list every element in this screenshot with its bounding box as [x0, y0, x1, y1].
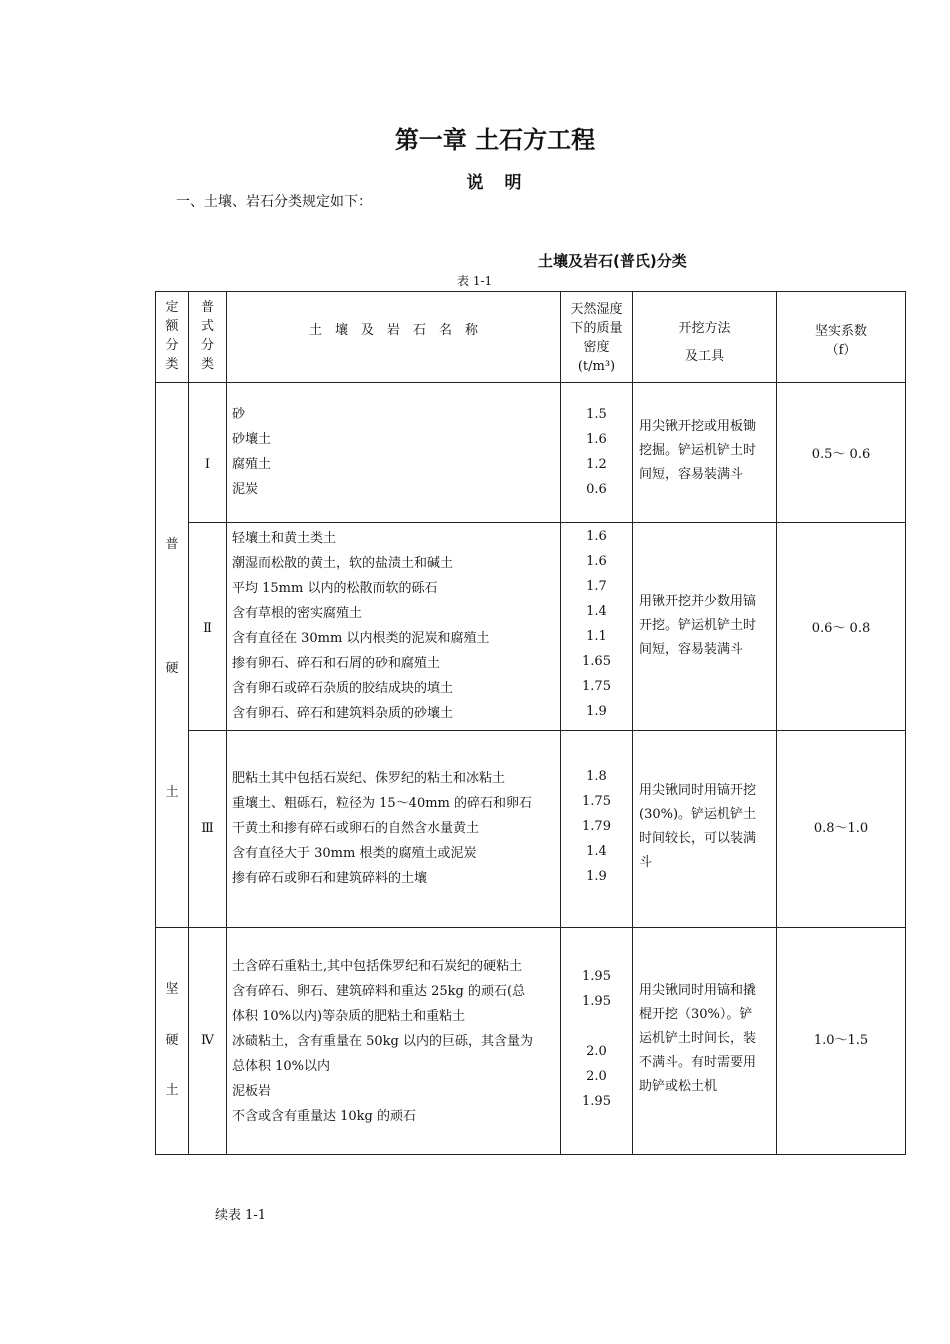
header-line: 下的质量: [570, 321, 623, 336]
group-ordinary-char-2: 硬: [165, 661, 179, 676]
group-ordinary-char-1: 普: [165, 537, 179, 552]
method-line: 用尖锹开挖或用板锄: [639, 419, 757, 434]
table-title: 土壤及岩石(普氏)分类: [538, 252, 687, 270]
soil-name: 潮湿而松散的黄土，软的盐渍土和碱土: [232, 556, 454, 571]
density-value: 1.95: [582, 1094, 611, 1109]
header-char: 式: [200, 319, 214, 334]
method-line: 棍开挖（30%）。铲: [639, 1007, 753, 1022]
method-line: 用尖锹同时用镐和撬: [639, 983, 757, 998]
density-value: 1.8: [586, 769, 607, 784]
header-line: （f）: [825, 343, 857, 358]
density-value: 1.4: [586, 604, 607, 619]
method-line: 挖掘。铲运机铲土时: [639, 443, 757, 458]
header-char: 分: [200, 338, 214, 353]
density-value: 1.1: [586, 629, 607, 644]
soil-name: 含有碎石、卵石、建筑碎料和重达 25kg 的顽石(总: [232, 984, 526, 999]
density-cell: [561, 964, 632, 1114]
method-cell: [633, 590, 776, 662]
density-value: 1.65: [582, 654, 611, 669]
density-value: 1.6: [586, 554, 607, 569]
header-char: 普: [200, 300, 214, 315]
group-hard-char-3: 土: [165, 1083, 179, 1098]
soil-name: 干黄土和掺有碎石或卵石的自然含水量黄土: [232, 821, 480, 836]
method-line: 间短，容易装满斗: [639, 642, 744, 657]
soil-name: 腐殖土: [232, 457, 272, 472]
class-cell: Ⅲ: [201, 821, 214, 836]
density-value: 1.7: [586, 579, 607, 594]
density-value: [561, 1014, 632, 1039]
density-value: 1.5: [586, 407, 607, 422]
header-line: 开挖方法: [678, 321, 731, 336]
header-char: 定: [165, 300, 179, 315]
soil-name: 掺有碎石或卵石和建筑碎料的土壤: [232, 871, 428, 886]
section-title: 说 明: [466, 173, 524, 193]
density-value: 1.95: [582, 994, 611, 1009]
density-cell: [561, 402, 632, 502]
method-line: 斗: [639, 855, 653, 870]
soil-name: 含有直径在 30mm 以内根类的泥炭和腐殖土: [232, 631, 490, 646]
group-hard-char-1: 坚: [165, 982, 179, 997]
density-value: 1.95: [582, 969, 611, 984]
method-line: 不满斗。有时需要用: [639, 1055, 757, 1070]
method-line: 用尖锹同时用镐开挖: [639, 783, 757, 798]
density-value: 1.75: [582, 679, 611, 694]
soil-name: 不含或含有重量达 10kg 的顽石: [232, 1109, 417, 1124]
method-cell: [633, 415, 776, 487]
soil-name: 含有直径大于 30mm 根类的腐殖土或泥炭: [232, 846, 477, 861]
header-method: [633, 315, 776, 371]
soil-name: 平均 15mm 以内的松散而软的砾石: [232, 581, 438, 596]
method-line: 运机铲土时间长，装: [639, 1031, 757, 1046]
density-value: 0.6: [586, 482, 607, 497]
names-cell: [232, 402, 558, 502]
density-value: 1.2: [586, 457, 607, 472]
class-cell: Ⅰ: [204, 457, 211, 472]
header-line: (t/m³): [577, 359, 616, 374]
group-ordinary-char-3: 土: [165, 785, 179, 800]
method-line: (30%)。铲运机铲土: [639, 807, 757, 822]
header-coef: [777, 322, 905, 360]
soil-name: 含有卵石、碎石和建筑料杂质的砂壤土: [232, 706, 454, 721]
header-line: 及工具: [684, 349, 724, 364]
names-cell: [232, 526, 558, 726]
group-hard-char-2: 硬: [165, 1033, 179, 1048]
density-value: 1.6: [586, 529, 607, 544]
class-cell: Ⅳ: [201, 1033, 214, 1048]
soil-name: 轻壤土和黄土类土: [232, 531, 337, 546]
density-value: 1.75: [582, 794, 611, 809]
soil-name: 肥粘土其中包括石炭纪、侏罗纪的粘土和冰粘土: [232, 771, 506, 786]
method-line: 开挖。铲运机铲土时: [639, 618, 757, 633]
method-line: 时间较长，可以装满: [639, 831, 757, 846]
soil-name: 砂壤土: [232, 432, 272, 447]
header-line: 坚实系数: [814, 324, 867, 339]
density-value: 1.9: [586, 704, 607, 719]
density-value: 2.0: [586, 1044, 607, 1059]
class-cell: Ⅱ: [203, 621, 212, 636]
names-cell: [232, 954, 558, 1129]
soil-name: 泥炭: [232, 482, 259, 497]
header-char: 分: [165, 338, 179, 353]
density-value: 1.4: [586, 844, 607, 859]
coef-cell: 1.0～1.5: [813, 1033, 869, 1048]
header-char: 类: [200, 357, 214, 372]
intro-text: 一、土壤、岩石分类规定如下：: [176, 194, 372, 210]
density-value: 1.9: [586, 869, 607, 884]
header-name: 土 壤 及 岩 石 名 称: [308, 323, 478, 338]
density-cell: [561, 524, 632, 724]
soil-name: 砂: [232, 407, 246, 422]
soil-name: 掺有卵石、碎石和石屑的砂和腐殖土: [232, 656, 441, 671]
density-value: 1.6: [586, 432, 607, 447]
header-char: 额: [165, 319, 179, 334]
method-line: 用锹开挖并少数用镐: [639, 594, 757, 609]
soil-name: 冰碛粘土，含有重量在 50kg 以内的巨砾，其含量为: [232, 1034, 534, 1049]
method-line: 间短，容易装满斗: [639, 467, 744, 482]
header-density: [561, 300, 632, 376]
soil-name: 体积 10%以内)等杂质的肥粘土和重粘土: [232, 1009, 466, 1024]
header-line: 天然湿度: [570, 302, 623, 317]
method-cell: [633, 979, 776, 1099]
header-char: 类: [165, 357, 179, 372]
header-line: 密度: [583, 340, 610, 355]
coef-cell: 0.5～ 0.6: [811, 447, 871, 462]
density-value: 2.0: [586, 1069, 607, 1084]
table-number: 表 1-1: [457, 274, 493, 288]
method-cell: [633, 779, 776, 875]
density-cell: [561, 764, 632, 889]
chapter-title: 第一章 土石方工程: [394, 126, 596, 154]
header-quota-class: [156, 298, 188, 374]
soil-name: 重壤土、粗砾石，粒径为 15～40mm 的碎石和卵石: [232, 796, 533, 811]
soil-name: 含有卵石或碎石杂质的胶结成块的填土: [232, 681, 454, 696]
method-line: 助铲或松土机: [639, 1079, 718, 1094]
soil-name: 总体积 10%以内: [232, 1059, 331, 1074]
coef-cell: 0.8～1.0: [813, 821, 869, 836]
density-value: 1.79: [582, 819, 611, 834]
names-cell: [232, 766, 558, 891]
soil-name: 泥板岩: [232, 1084, 272, 1099]
header-pu-class: [189, 298, 226, 374]
soil-name: 土含碎石重粘土,其中包括侏罗纪和石炭纪的硬粘土: [232, 959, 523, 974]
coef-cell: 0.6～ 0.8: [811, 621, 871, 636]
continued-label: 续表 1-1: [215, 1208, 267, 1223]
soil-name: 含有草根的密实腐殖土: [232, 606, 363, 621]
